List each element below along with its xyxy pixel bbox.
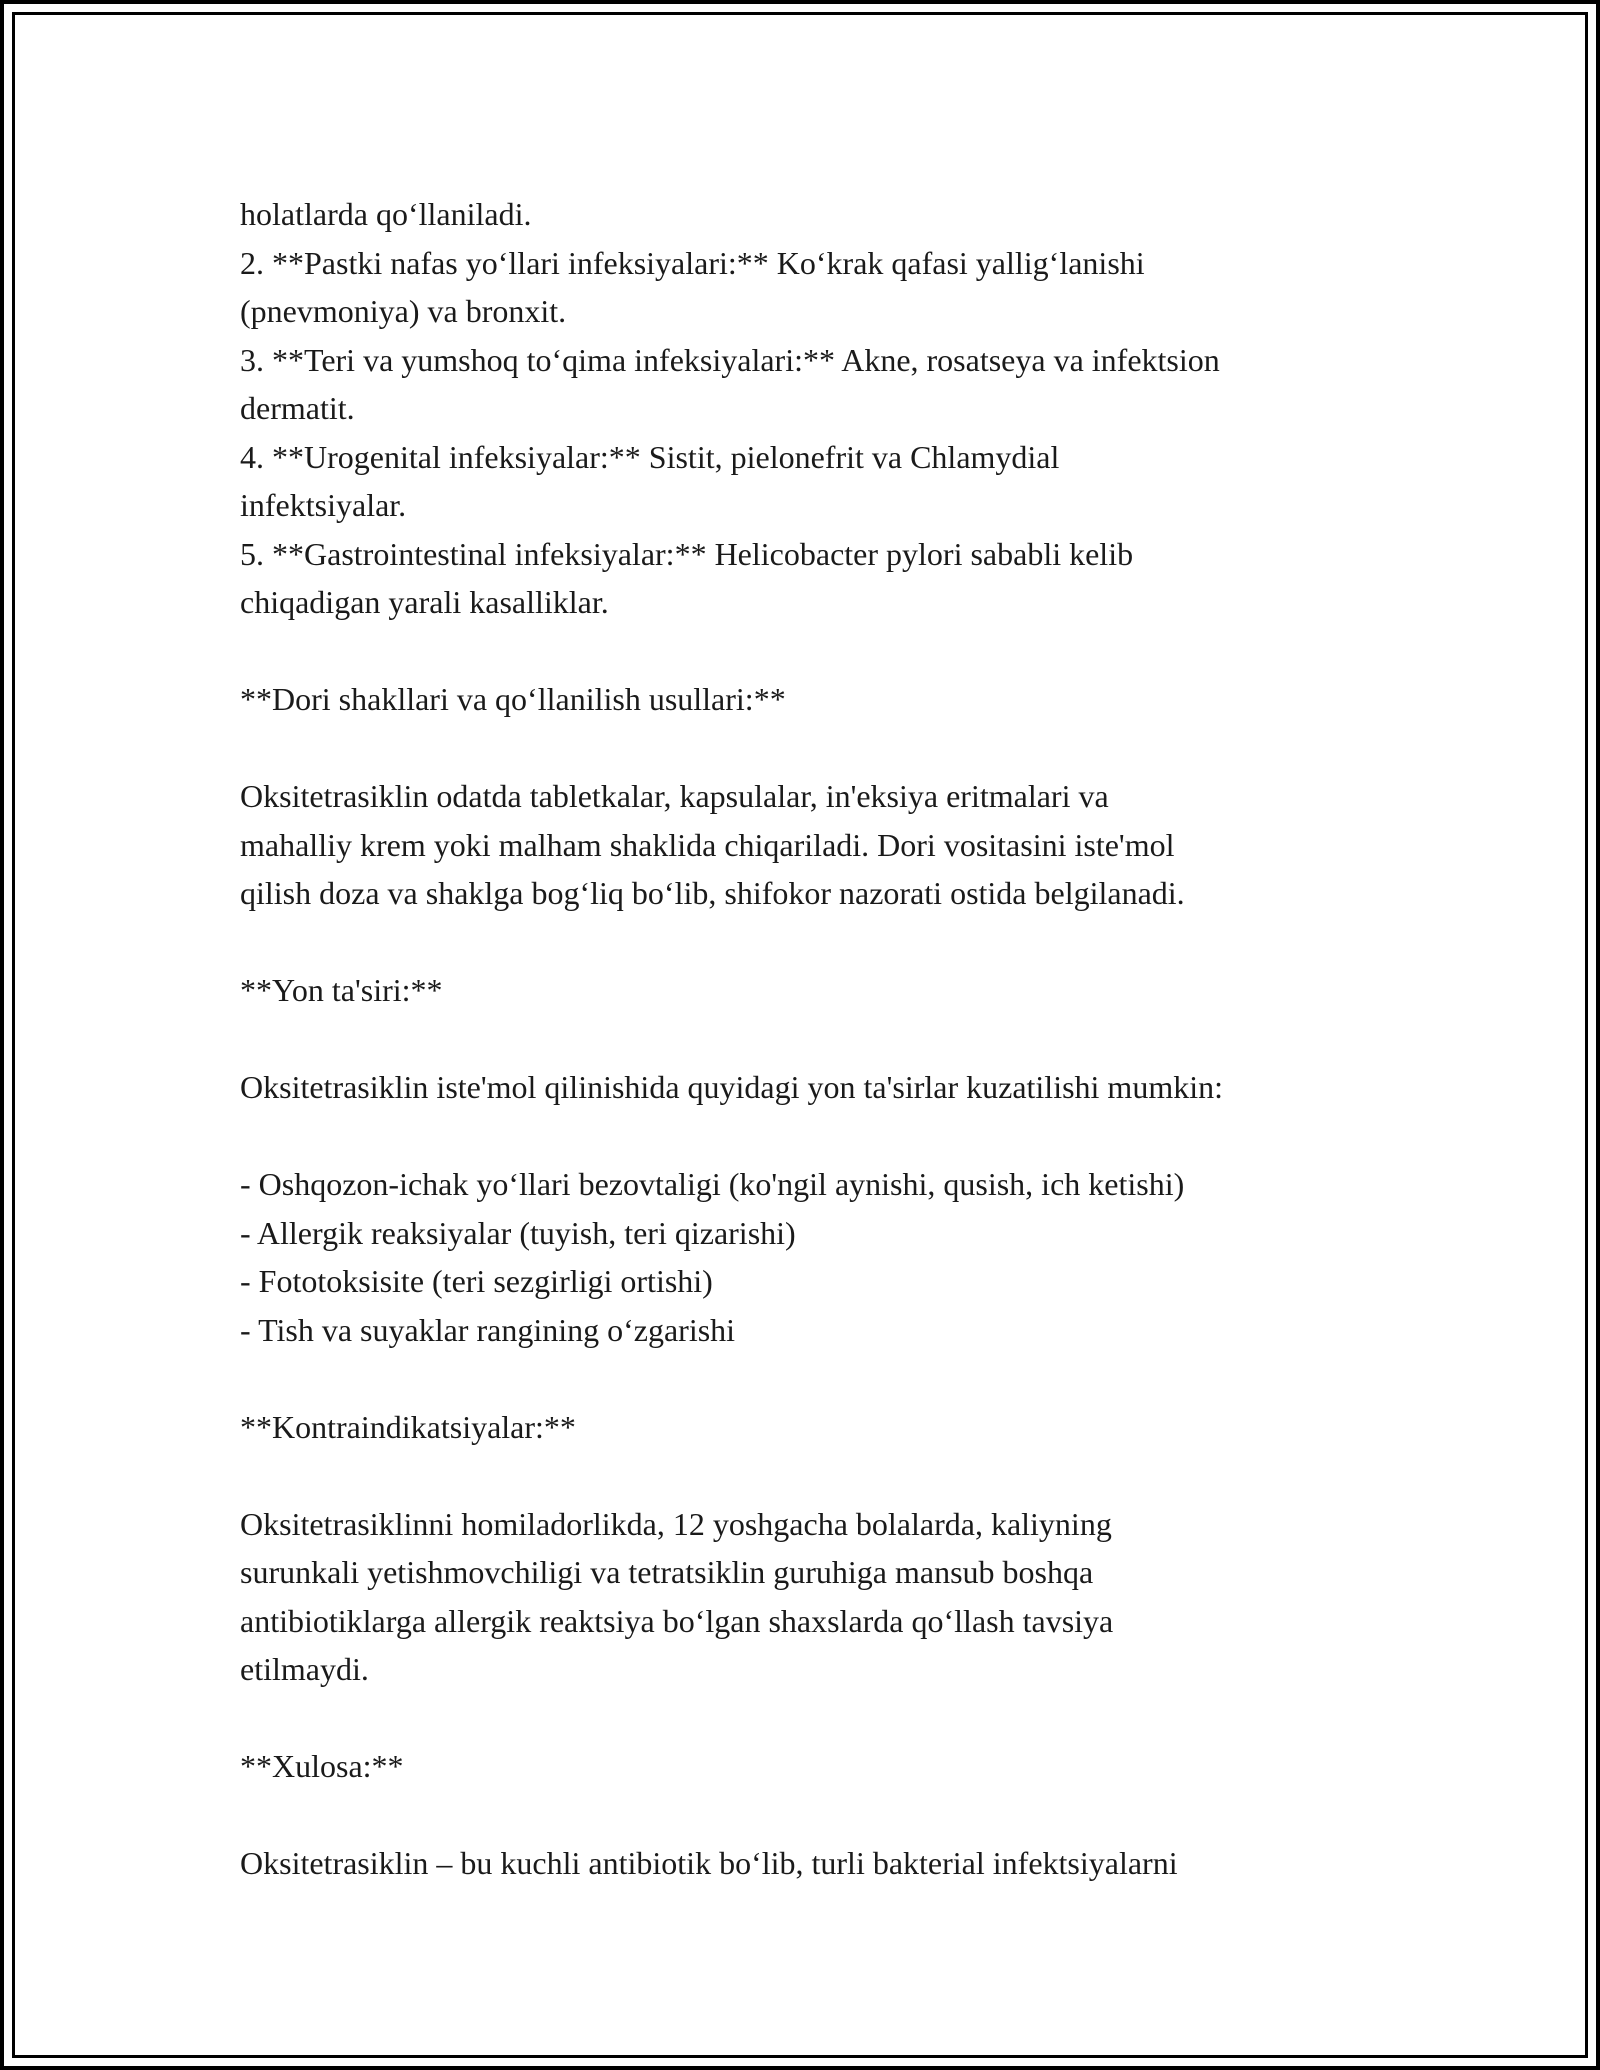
list-item-gastrointestinal: 5. **Gastrointestinal infeksiyalar:** Helicobacter pylori sababli kelib bbox=[240, 535, 1134, 572]
list-item-lower-respiratory: 2. **Pastki nafas yo‘llari infeksiyalari:** Ko‘krak qafasi yallig‘lanishi bbox=[240, 244, 1145, 281]
list-item-urogenital: 4. **Urogenital infeksiyalar:** Sistit, pielonefrit va Chlamydial bbox=[240, 438, 1060, 475]
blank-line bbox=[240, 1112, 1390, 1161]
bullet-item: - Oshqozon-ichak yo‘llari bezovtaligi (ko'ngil aynishi, qusish, ich ketishi) bbox=[240, 1166, 1185, 1202]
text-line: infektsiyalar. bbox=[240, 487, 407, 523]
paragraph-line: etilmaydi. bbox=[240, 1651, 369, 1687]
blank-line bbox=[240, 1354, 1390, 1403]
text-line: holatlarda qo‘llaniladi. bbox=[240, 196, 532, 232]
blank-line bbox=[240, 724, 1390, 773]
text-line: (pnevmoniya) va bronxit. bbox=[240, 293, 567, 329]
paragraph-line: Oksitetrasiklin – bu kuchli antibiotik bo‘lib, turli bakterial infektsiyalarni bbox=[240, 1845, 1178, 1881]
bullet-item: - Tish va suyaklar rangining o‘zgarishi bbox=[240, 1311, 736, 1348]
text-line: chiqadigan yarali kasalliklar. bbox=[240, 584, 609, 620]
blank-line bbox=[240, 627, 1390, 676]
list-item-skin-soft-tissue: 3. **Teri va yumshoq to‘qima infeksiyalari:** Akne, rosatseya va infektsion bbox=[240, 341, 1220, 378]
blank-line bbox=[240, 1694, 1390, 1743]
document-body bbox=[240, 190, 1390, 1888]
paragraph-line: surunkali yetishmovchiligi va tetratsiklin guruhiga mansub boshqa bbox=[240, 1554, 1094, 1590]
paragraph-line: mahalliy krem yoki malham shaklida chiqariladi. Dori vositasini iste'mol bbox=[240, 826, 1175, 863]
section-heading-contraindications: **Kontraindikatsiyalar:** bbox=[240, 1408, 576, 1445]
paragraph-line: Oksitetrasiklinni homiladorlikda, 12 yoshgacha bolalarda, kaliyning bbox=[240, 1505, 1112, 1542]
paragraph-line: antibiotiklarga allergik reaktsiya bo‘lgan shaxslarda qo‘llash tavsiya bbox=[240, 1602, 1114, 1639]
blank-line bbox=[240, 918, 1390, 967]
paragraph-line: Oksitetrasiklin iste'mol qilinishida quyidagi yon ta'sirlar kuzatilishi mumkin: bbox=[240, 1069, 1223, 1105]
blank-line bbox=[240, 1791, 1390, 1840]
paragraph-line: qilish doza va shaklga bog‘liq bo‘lib, shifokor nazorati ostida belgilanadi. bbox=[240, 875, 1185, 911]
paragraph-line: Oksitetrasiklin odatda tabletkalar, kapsulalar, in'eksiya eritmalari va bbox=[240, 778, 1109, 814]
text-line: dermatit. bbox=[240, 390, 355, 426]
bullet-item: - Allergik reaksiyalar (tuyish, teri qizarishi) bbox=[240, 1214, 796, 1251]
section-heading-dosage-forms: **Dori shakllari va qo‘llanilish usullari:** bbox=[240, 681, 786, 717]
bullet-item: - Fototoksisite (teri sezgirligi ortishi) bbox=[240, 1263, 713, 1299]
blank-line bbox=[240, 1451, 1390, 1500]
section-heading-conclusion: **Xulosa:** bbox=[240, 1748, 404, 1784]
section-heading-side-effects: **Yon ta'siri:** bbox=[240, 972, 443, 1008]
blank-line bbox=[240, 1015, 1390, 1064]
